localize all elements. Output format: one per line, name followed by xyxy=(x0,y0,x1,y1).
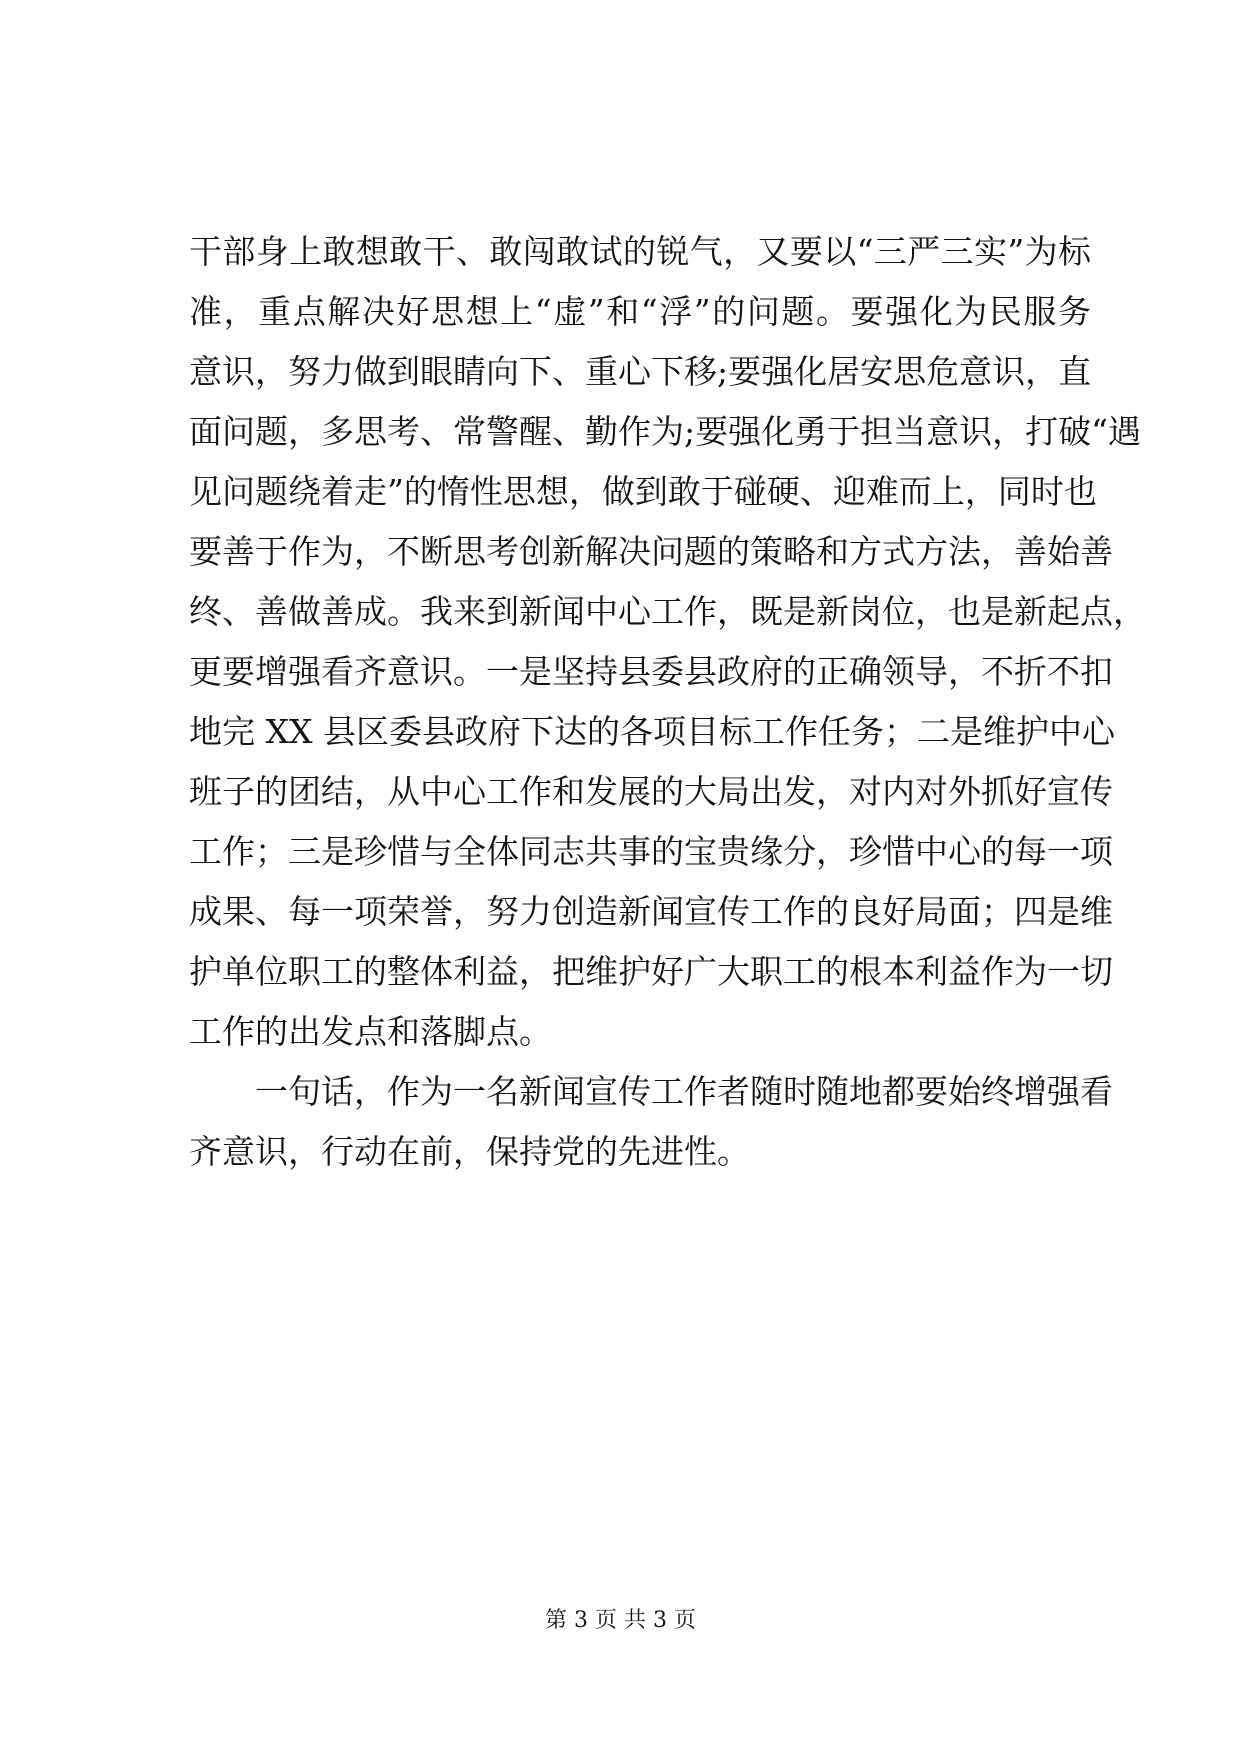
text-line: 一句话，作为一名新闻宣传工作者随时随地都要始终增强看 xyxy=(255,1072,1113,1111)
text-line: 班子的团结，从中心工作和发展的大局出发，对内对外抓好宣传 xyxy=(189,772,1113,811)
text-line: 护单位职工的整体利益，把维护好广大职工的根本利益作为一切 xyxy=(189,952,1113,991)
text-line: 见问题绕着走”的惰性思想，做到敢于碰硬、迎难而上，同时也 xyxy=(189,472,1097,511)
document-body xyxy=(189,222,1146,1182)
text-line: 面问题，多思考、常警醒、勤作为;要强化勇于担当意识，打破“遇 xyxy=(189,412,1141,451)
paragraph-1 xyxy=(189,222,1146,1062)
text-line: 工作；三是珍惜与全体同志共事的宝贵缘分，珍惜中心的每一项 xyxy=(189,832,1113,871)
text-line: 终、善做善成。我来到新闻中心工作，既是新岗位，也是新起点， xyxy=(189,592,1146,631)
text-line: 地完 XX 县区委县政府下达的各项目标工作任务；二是维护中心 xyxy=(189,712,1115,751)
text-line: 要善于作为，不断思考创新解决问题的策略和方式方法，善始善 xyxy=(189,532,1113,571)
page-number-footer: 第 3 页 共 3 页 xyxy=(545,1608,696,1633)
text-line: 成果、每一项荣誉，努力创造新闻宣传工作的良好局面；四是维 xyxy=(189,892,1113,931)
text-line: 工作的出发点和落脚点。 xyxy=(189,1012,552,1051)
text-line: 干部身上敢想敢干、敢闯敢试的锐气，又要以“三严三实”为标 xyxy=(189,232,1091,271)
text-line: 准，重点解决好思想上“虚”和“浮”的问题。要强化为民服务 xyxy=(189,292,1091,331)
paragraph-2 xyxy=(189,1062,1113,1182)
text-line: 齐意识，行动在前，保持党的先进性。 xyxy=(189,1132,750,1171)
text-line: 意识，努力做到眼睛向下、重心下移;要强化居安思危意识，直 xyxy=(189,352,1092,391)
text-line: 更要增强看齐意识。一是坚持县委县政府的正确领导，不折不扣 xyxy=(189,652,1113,691)
